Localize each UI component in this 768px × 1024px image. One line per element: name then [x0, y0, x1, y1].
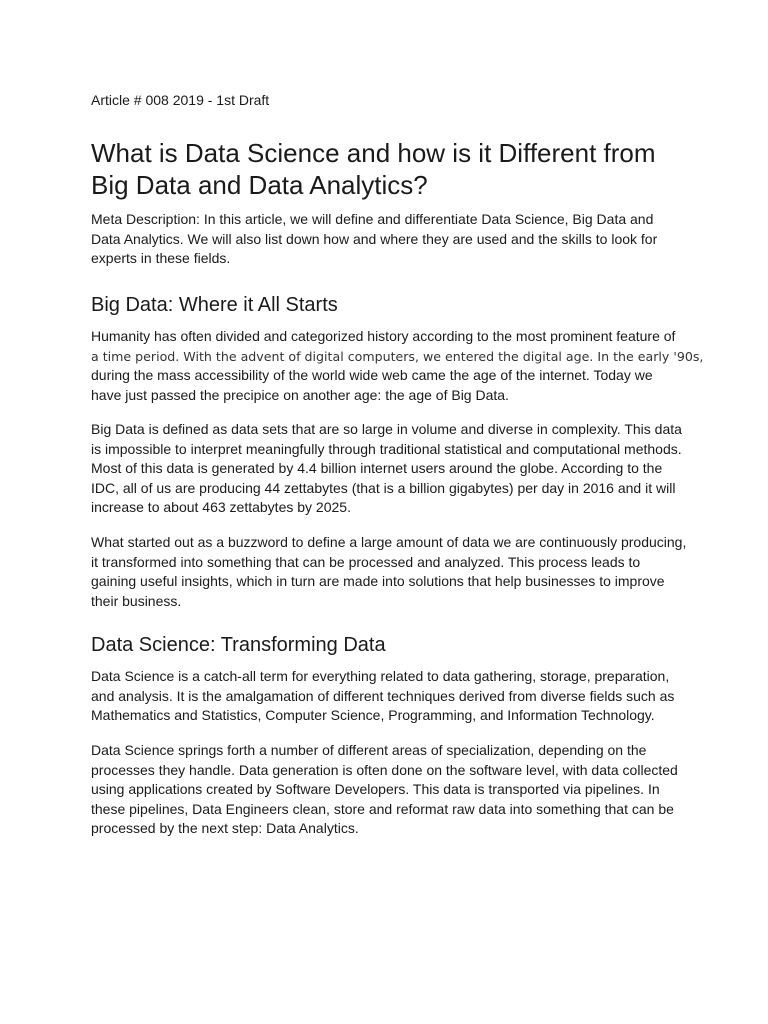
section-heading-big-data: Big Data: Where it All Starts	[91, 294, 338, 316]
text-line: processes they handle. Data generation is often done on the software level, with data collected	[91, 761, 678, 778]
text-line: Humanity has often divided and categorized history according to the most prominent feature of	[91, 328, 676, 344]
paragraph	[91, 420, 691, 518]
text-line: a time period. With the advent of digital computers, we entered the digital age. In the early '90s,	[91, 348, 704, 364]
title-line: What is Data Science and how is it Different from	[91, 138, 656, 168]
text-line: Data Science springs forth a number of different areas of specialization, depending on the	[91, 742, 647, 758]
text-line: have just passed the precipice on another age: the age of Big Data.	[91, 386, 509, 403]
text-line: experts in these fields.	[91, 250, 231, 266]
title-line: Big Data and Data Analytics?	[91, 170, 428, 200]
text-line: processed by the next step: Data Analytics.	[91, 820, 359, 836]
text-line: Mathematics and Statistics, Computer Science, Programming, and Information Technology.	[91, 707, 655, 723]
draft-label: Article # 008 2019 - 1st Draft	[91, 92, 270, 108]
text-line: these pipelines, Data Engineers clean, store and reformat raw data into something that can be	[91, 800, 674, 817]
paragraph	[91, 667, 691, 726]
text-line: Big Data is defined as data sets that are so large in volume and diverse in complexity. This data	[91, 421, 682, 437]
text-line: and analysis. It is the amalgamation of different techniques derived from diverse fields such as	[91, 687, 675, 704]
section-heading-data-science: Data Science: Transforming Data	[91, 634, 386, 656]
text-line: increase to about 463 zettabytes by 2025.	[91, 499, 351, 515]
paragraph	[91, 741, 691, 839]
text-line: Most of this data is generated by 4.4 billion internet users around the globe. According to the	[91, 460, 663, 476]
text-line: it transformed into something that can be processed and analyzed. This process leads to	[91, 553, 641, 570]
text-line: Data Science is a catch-all term for everything related to data gathering, storage, preparation,	[91, 668, 670, 684]
paragraph	[91, 327, 704, 405]
text-line: IDC, all of us are producing 44 zettabytes (that is a billion gigabytes) per day in 2016 and it will	[91, 479, 676, 496]
paragraph	[91, 533, 691, 611]
text-line: gaining useful insights, which in turn are made into solutions that help businesses to improve	[91, 573, 665, 589]
text-line: Meta Description: In this article, we will define and differentiate Data Science, Big Data and	[91, 211, 654, 227]
text-line: using applications created by Software Developers. This data is transported via pipelines. In	[91, 781, 660, 797]
text-line: is impossible to interpret meaningfully through traditional statistical and computational methods.	[91, 440, 682, 457]
text-line: during the mass accessibility of the world wide web came the age of the internet. Today we	[91, 367, 653, 383]
text-line: What started out as a buzzword to define a large amount of data we are continuously producing,	[91, 534, 687, 550]
meta-description	[91, 210, 691, 269]
article-title	[91, 137, 691, 201]
text-line: Data Analytics. We will also list down how and where they are used and the skills to look for	[91, 230, 658, 247]
text-line: their business.	[91, 592, 182, 609]
